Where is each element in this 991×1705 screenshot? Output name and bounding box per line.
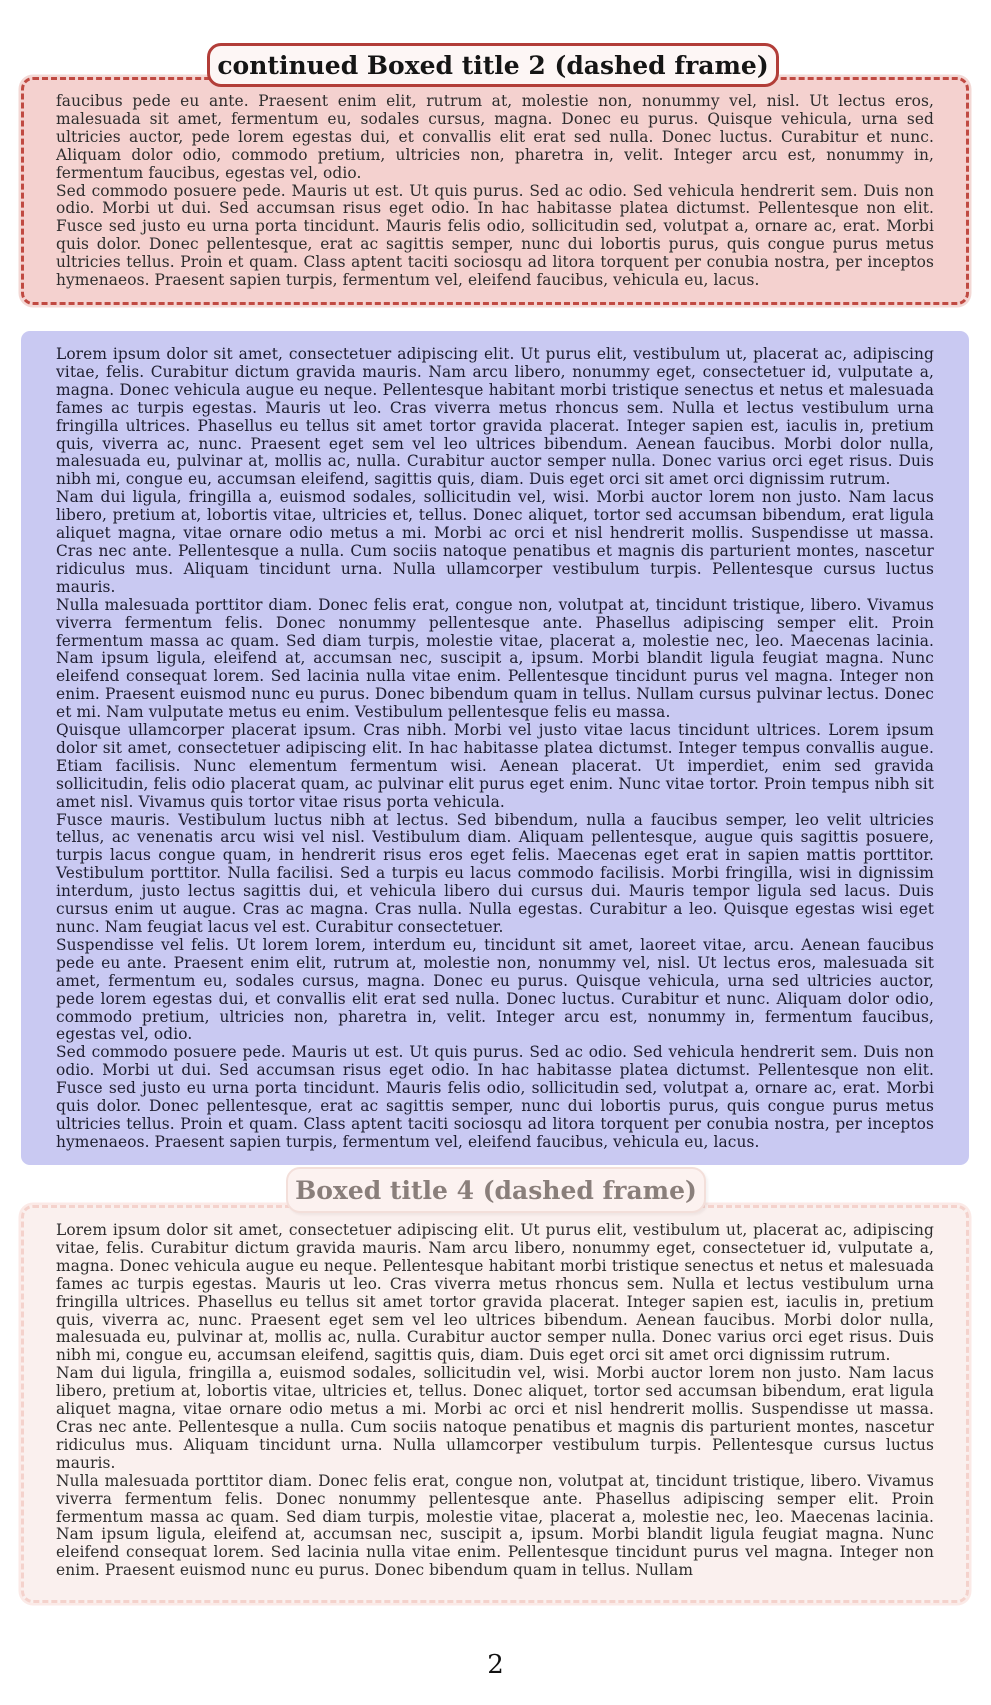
boxed-title-4-body: [21, 1205, 969, 1603]
paragraph: Suspendisse vel felis. Ut lorem lorem, interdum eu, tincidunt sit amet, laoreet vitae, arcu. Aenean faucibus pede eu ante. Praesent enim elit, rutrum at, molestie non, nonummy vel, nisl. Ut lectus eros, malesuada sit amet, fermentum eu, sodales cursus, magna. Donec eu purus. Quisque vehicula, urna sed ultricies auctor, pede lorem egestas dui, et convallis elit erat sed nulla. Donec luctus. Curabitur et nunc. Aliquam dolor odio, commodo pretium, ultricies non, pharetra in, velit. Integer arcu est, nonummy in, fermentum faucibus, egestas vel, odio.: [56, 935, 934, 1044]
paragraph: Nulla malesuada porttitor diam. Donec felis erat, congue non, volutpat at, tincidunt tristique, libero. Vivamus viverra fermentum felis. Donec nonummy pellentesque ante. Phasellus adipiscing semper elit. Proin fermentum massa ac quam. Sed diam turpis, molestie vitae, placerat a, molestie nec, leo. Maecenas lacinia. Nam ipsum ligula, eleifend at, accumsan nec, suscipit a, ipsum. Morbi blandit ligula feugiat magna. Nunc eleifend consequat lorem. Sed lacinia nulla vitae enim. Pellentesque tincidunt purus vel magna. Integer non enim. Praesent euismod nunc eu purus. Donec bibendum quam in tellus. Nullam cursus pulvinar lectus. Donec et mi. Nam vulputate metus eu enim. Vestibulum pellentesque felis eu massa.: [56, 595, 934, 722]
boxed-title-2-label: continued Boxed title 2 (dashed frame): [207, 43, 779, 87]
paragraph: Quisque ullamcorper placerat ipsum. Cras nibh. Morbi vel justo vitae lacus tincidunt ultrices. Lorem ipsum dolor sit amet, consectetuer adipiscing elit. In hac habitasse platea dictumst. Integer tempus convallis augue. Etiam facilisis. Nunc elementum fermentum wisi. Aenean placerat. Ut imperdiet, enim sed gravida sollicitudin, felis odio placerat quam, ac pulvinar elit purus eget enim. Nunc vitae tortor. Proin tempus nibh sit amet nisl. Vivamus quis tortor vitae risus porta vehicula.: [56, 721, 934, 811]
paragraph: Lorem ipsum dolor sit amet, consectetuer adipiscing elit. Ut purus elit, vestibulum ut, placerat ac, adipiscing vitae, felis. Curabitur dictum gravida mauris. Nam arcu libero, nonummy eget, consectetuer id, vulputate a, magna. Donec vehicula augue eu neque. Pellentesque habitant morbi tristique senectus et netus et malesuada fames ac turpis egestas. Mauris ut leo. Cras viverra metus rhoncus sem. Nulla et lectus vestibulum urna fringilla ultrices. Phasellus eu tellus sit amet tortor gravida placerat. Integer sapien est, iaculis in, pretium quis, viverra ac, nunc. Praesent eget sem vel leo ultrices bibendum. Aenean faucibus. Morbi dolor nulla, malesuada eu, pulvinar at, mollis ac, nulla. Curabitur auctor semper nulla. Donec varius orci eget risus. Duis nibh mi, congue eu, accumsan eleifend, sagittis quis, diam. Duis eget orci sit amet orci dignissim rutrum.: [56, 345, 934, 489]
boxed-title-4-label: Boxed title 4 (dashed frame): [286, 1167, 706, 1213]
paragraph: Sed commodo posuere pede. Mauris ut est. Ut quis purus. Sed ac odio. Sed vehicula hendrerit sem. Duis non odio. Morbi ut dui. Sed accumsan risus eget odio. In hac habitasse platea dictumst. Pellentesque non elit. Fusce sed justo eu urna porta tincidunt. Mauris felis odio, sollicitudin sed, volutpat a, ornare ac, erat. Morbi quis dolor. Donec pellentesque, erat ac sagittis semper, nunc dui lobortis purus, quis congue purus metus ultricies tellus. Proin et quam. Class aptent taciti sociosqu ad litora torquent per conubia nostra, per inceptos hymenaeos. Praesent sapien turpis, fermentum vel, eleifend faucibus, vehicula eu, lacus.: [56, 181, 934, 290]
paragraph: Sed commodo posuere pede. Mauris ut est. Ut quis purus. Sed ac odio. Sed vehicula hendrerit sem. Duis non odio. Morbi ut dui. Sed accumsan risus eget odio. In hac habitasse platea dictumst. Pellentesque non elit. Fusce sed justo eu urna porta tincidunt. Mauris felis odio, sollicitudin sed, volutpat a, ornare ac, erat. Morbi quis dolor. Donec pellentesque, erat ac sagittis semper, nunc dui lobortis purus, quis congue purus metus ultricies tellus. Proin et quam. Class aptent taciti sociosqu ad litora torquent per conubia nostra, per inceptos hymenaeos. Praesent sapien turpis, fermentum vel, eleifend faucibus, vehicula eu, lacus.: [56, 1043, 934, 1151]
plain-purple-box-body: [21, 331, 969, 1165]
paragraph: faucibus pede eu ante. Praesent enim elit, rutrum at, molestie non, nonummy vel, nisl. Ut lectus eros, malesuada sit amet, fermentum eu, sodales cursus, magna. Donec eu purus. Quisque vehicula, urna sed ultricies auctor, pede lorem egestas dui, et convallis elit erat sed nulla. Donec luctus. Curabitur et nunc. Aliquam dolor odio, commodo pretium, ultricies non, pharetra in, velit. Integer arcu est, nonummy in, fermentum faucibus, egestas vel, odio.: [56, 92, 934, 182]
paragraph: Nam dui ligula, fringilla a, euismod sodales, sollicitudin vel, wisi. Morbi auctor lorem non justo. Nam lacus libero, pretium at, lobortis vitae, ultricies et, tellus. Donec aliquet, tortor sed accumsan bibendum, erat ligula aliquet magna, vitae ornare odio metus a mi. Morbi ac orci et nisl hendrerit mollis. Suspendisse ut massa. Cras nec ante. Pellentesque a nulla. Cum sociis natoque penatibus et magnis dis parturient montes, nascetur ridiculus mus. Aliquam tincidunt urna. Nulla ullamcorper vestibulum turpis. Pellentesque cursus luctus mauris.: [56, 488, 934, 596]
paragraph: Nam dui ligula, fringilla a, euismod sodales, sollicitudin vel, wisi. Morbi auctor lorem non justo. Nam lacus libero, pretium at, lobortis vitae, ultricies et, tellus. Donec aliquet, tortor sed accumsan bibendum, erat ligula aliquet magna, vitae ornare odio metus a mi. Morbi ac orci et nisl hendrerit mollis. Suspendisse ut massa. Cras nec ante. Pellentesque a nulla. Cum sociis natoque penatibus et magnis dis parturient montes, nascetur ridiculus mus. Aliquam tincidunt urna. Nulla ullamcorper vestibulum turpis. Pellentesque cursus luctus mauris.: [56, 1364, 934, 1472]
paragraph: Lorem ipsum dolor sit amet, consectetuer adipiscing elit. Ut purus elit, vestibulum ut, placerat ac, adipiscing vitae, felis. Curabitur dictum gravida mauris. Nam arcu libero, nonummy eget, consectetuer id, vulputate a, magna. Donec vehicula augue eu neque. Pellentesque habitant morbi tristique senectus et netus et malesuada fames ac turpis egestas. Mauris ut leo. Cras viverra metus rhoncus sem. Nulla et lectus vestibulum urna fringilla ultrices. Phasellus eu tellus sit amet tortor gravida placerat. Integer sapien est, iaculis in, pretium quis, viverra ac, nunc. Praesent eget sem vel leo ultrices bibendum. Aenean faucibus. Morbi dolor nulla, malesuada eu, pulvinar at, mollis ac, nulla. Curabitur auctor semper nulla. Donec varius orci eget risus. Duis nibh mi, congue eu, accumsan eleifend, sagittis quis, diam. Duis eget orci sit amet orci dignissim rutrum.: [56, 1221, 934, 1365]
page-number: 2: [487, 1650, 504, 1680]
paragraph: Nulla malesuada porttitor diam. Donec felis erat, congue non, volutpat at, tincidunt tristique, libero. Vivamus viverra fermentum felis. Donec nonummy pellentesque ante. Phasellus adipiscing semper elit. Proin fermentum massa ac quam. Sed diam turpis, molestie vitae, placerat a, molestie nec, leo. Maecenas lacinia. Nam ipsum ligula, eleifend at, accumsan nec, suscipit a, ipsum. Morbi blandit ligula feugiat magna. Nunc eleifend consequat lorem. Sed lacinia nulla vitae enim. Pellentesque tincidunt purus vel magna. Integer non enim. Praesent euismod nunc eu purus. Donec bibendum quam in tellus. Nullam: [56, 1471, 934, 1580]
paragraph: Fusce mauris. Vestibulum luctus nibh at lectus. Sed bibendum, nulla a faucibus semper, leo velit ultricies tellus, ac venenatis arcu wisi vel nisl. Vestibulum diam. Aliquam pellentesque, augue quis sagittis posuere, turpis lacus congue quam, in hendrerit risus eros eget felis. Maecenas eget erat in sapien mattis porttitor. Vestibulum porttitor. Nulla facilisi. Sed a turpis eu lacus commodo facilisis. Morbi fringilla, wisi in dignissim interdum, justo lectus sagittis dui, et vehicula libero dui cursus dui. Mauris tempor ligula sed lacus. Duis cursus enim ut augue. Cras ac magna. Cras nulla. Nulla egestas. Curabitur a leo. Quisque egestas wisi eget nunc. Nam feugiat lacus vel est. Curabitur consectetuer.: [56, 810, 934, 936]
boxed-title-2-continued-body: [21, 77, 969, 305]
